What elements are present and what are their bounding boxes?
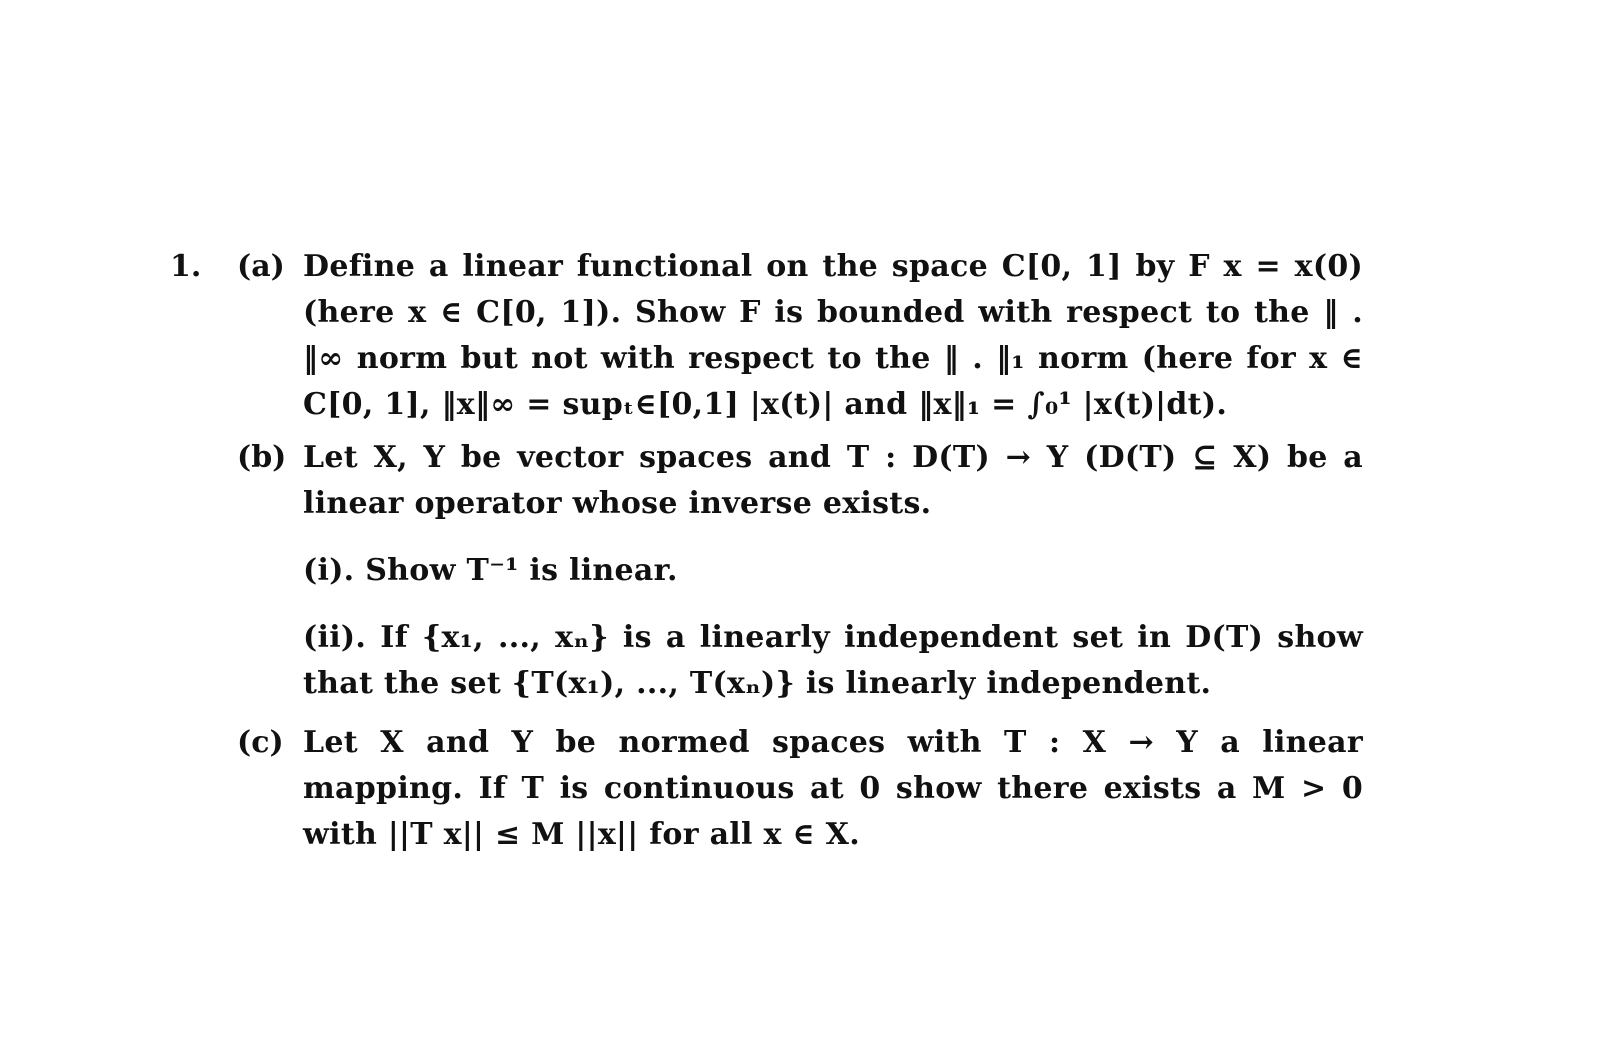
part-a-text: Define a linear functional on the space C[0, 1] by F x = x(0) (here x ∈ C[0, 1]). Show F is bounded with respect to the ‖ . ‖∞ norm but not with respect to the ‖ . ‖₁ norm (here for x ∈ C[0, 1], ‖x‖∞ = supₜ∈[0,1] |x(t)| and ‖x‖₁ = ∫₀¹ |x(t)|dt). [303, 249, 1363, 422]
part-b [237, 435, 1367, 527]
part-c [237, 720, 1367, 858]
part-a [237, 244, 1367, 428]
part-b-i-text: Show T⁻¹ is linear. [365, 553, 678, 588]
part-c-label: (c) [237, 725, 284, 760]
part-b-i [303, 548, 1363, 594]
question-number: 1. [170, 249, 202, 284]
part-b-label: (b) [237, 440, 287, 475]
part-b-ii [303, 615, 1363, 707]
part-b-i-label: (i). [303, 553, 355, 588]
part-b-ii-text: If {x₁, ..., xₙ} is a linearly independent set in D(T) show that the set {T(x₁), ..., T(xₙ)} is linearly independent. [303, 620, 1363, 701]
part-a-label: (a) [237, 249, 285, 284]
part-b-text: Let X, Y be vector spaces and T : D(T) → Y (D(T) ⊆ X) be a linear operator whose inverse exists. [303, 440, 1363, 521]
part-b-ii-label: (ii). [303, 620, 367, 655]
part-c-text: Let X and Y be normed spaces with T : X → Y a linear mapping. If T is continuous at 0 show there exists a M > 0 with ||T x|| ≤ M ||x|| for all x ∈ X. [303, 725, 1363, 852]
